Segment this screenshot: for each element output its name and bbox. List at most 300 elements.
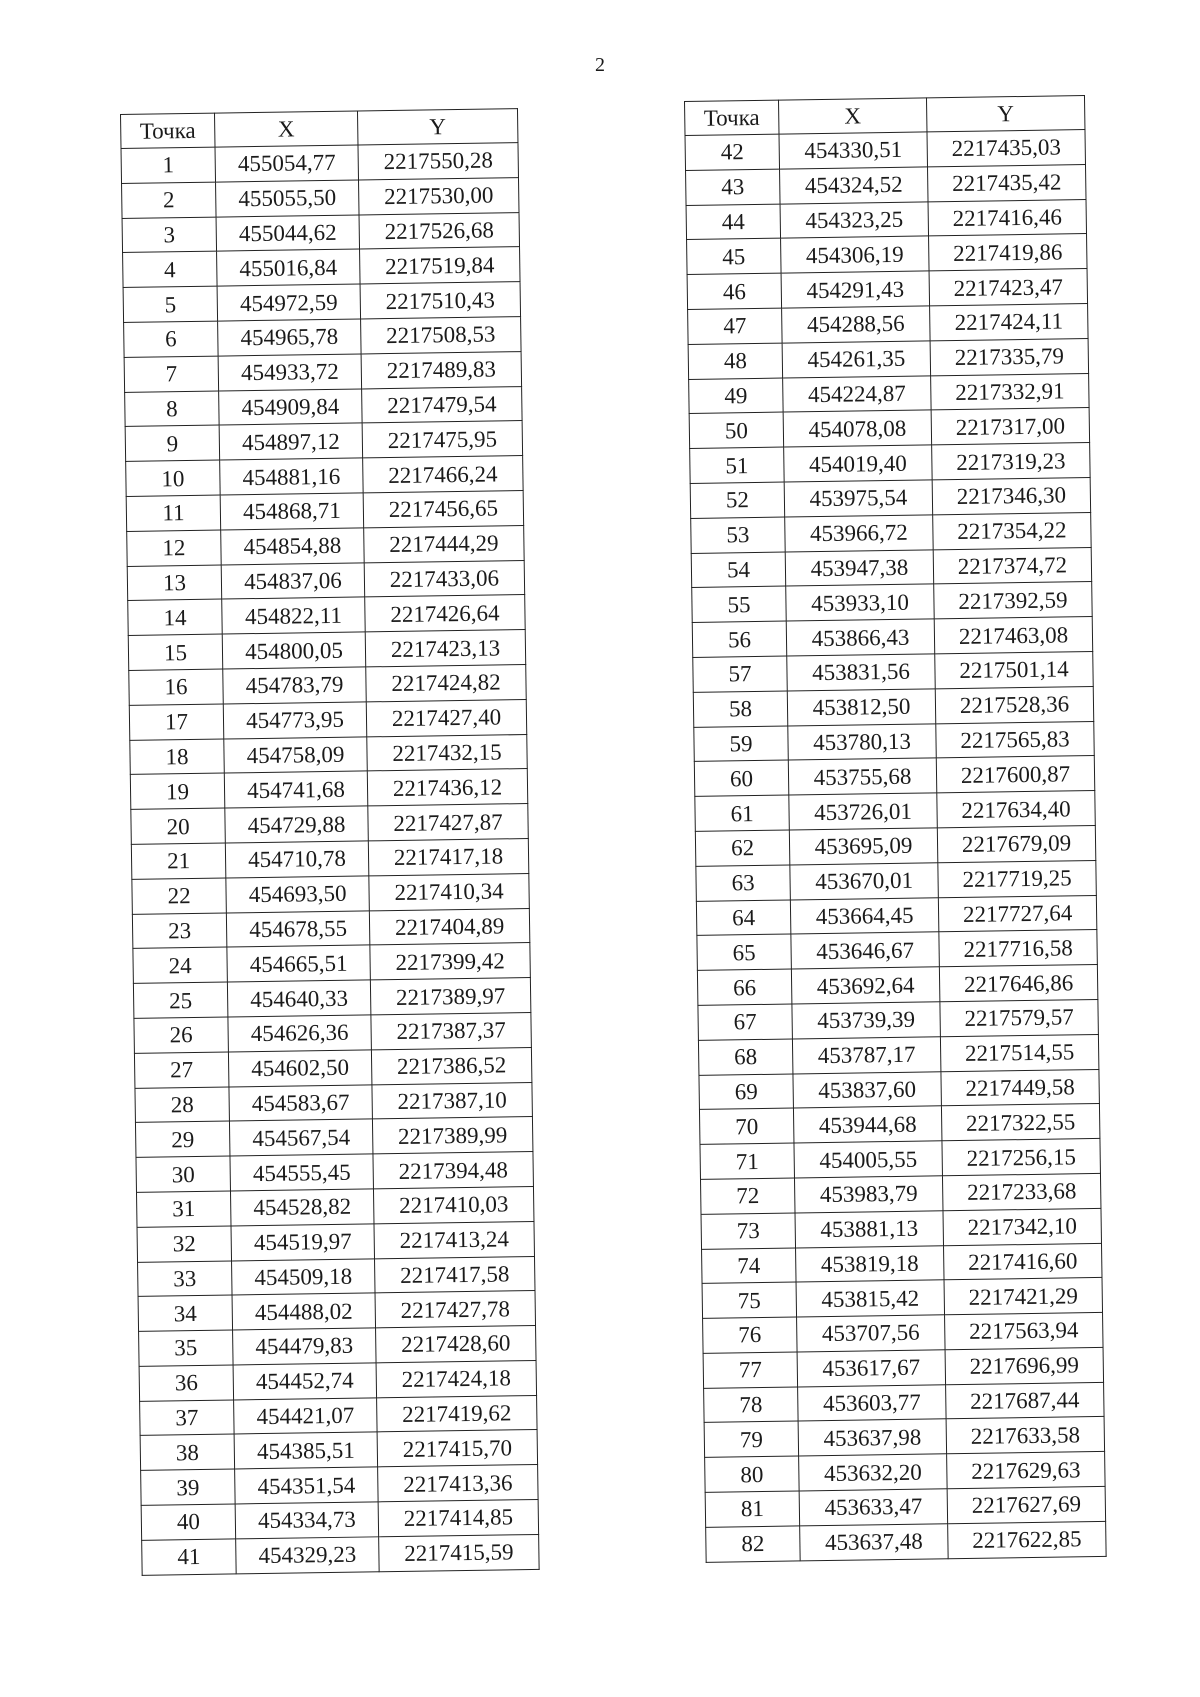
y-coordinate-cell: 2217417,58 (375, 1256, 535, 1293)
point-number-cell: 17 (129, 704, 224, 740)
table-row (687, 269, 1087, 310)
x-coordinate-cell: 454351,54 (235, 1467, 379, 1504)
point-number-cell: 35 (139, 1330, 234, 1366)
y-coordinate-cell: 2217489,83 (361, 351, 521, 388)
table-row (692, 617, 1092, 658)
y-coordinate-cell: 2217389,99 (372, 1117, 532, 1154)
x-coordinate-cell: 454881,16 (220, 458, 364, 495)
table-row (126, 491, 523, 532)
table-row (133, 978, 530, 1019)
x-coordinate-cell: 453966,72 (785, 515, 933, 552)
x-coordinate-cell: 454909,84 (219, 389, 363, 426)
point-number-cell: 82 (706, 1526, 801, 1562)
table-row (129, 664, 526, 705)
y-coordinate-cell: 2217410,03 (373, 1186, 533, 1223)
x-coordinate-cell: 453617,67 (797, 1350, 945, 1387)
point-number-cell: 23 (132, 913, 227, 949)
table-row (140, 1395, 537, 1436)
x-coordinate-cell: 454288,56 (782, 306, 930, 343)
y-coordinate-cell: 2217727,64 (938, 895, 1096, 932)
y-coordinate-cell: 2217427,87 (368, 804, 528, 841)
point-number-cell: 20 (131, 808, 226, 844)
table-row (125, 386, 522, 427)
y-coordinate-cell: 2217427,78 (375, 1291, 535, 1328)
y-coordinate-cell: 2217317,00 (931, 408, 1089, 445)
table-row (127, 560, 524, 601)
x-coordinate-cell: 454822,11 (222, 597, 366, 634)
x-coordinate-cell: 453815,42 (796, 1280, 944, 1317)
table-row (128, 595, 525, 636)
table-row (696, 895, 1096, 936)
table-row (706, 1521, 1106, 1562)
x-coordinate-cell: 454324,52 (780, 167, 928, 204)
y-coordinate-cell: 2217416,60 (944, 1243, 1102, 1280)
table-row (132, 908, 529, 949)
x-coordinate-cell: 454224,87 (783, 375, 931, 412)
x-coordinate-cell: 453881,13 (795, 1210, 943, 1247)
point-number-cell: 7 (124, 356, 219, 392)
point-number-cell: 44 (686, 204, 781, 240)
y-coordinate-cell: 2217354,22 (933, 512, 1091, 549)
point-number-cell: 34 (138, 1295, 233, 1331)
table-row (685, 130, 1085, 171)
point-number-cell: 79 (704, 1421, 799, 1457)
y-coordinate-cell: 2217528,36 (935, 686, 1093, 723)
point-number-cell: 10 (126, 460, 221, 496)
y-coordinate-cell: 2217475,95 (362, 421, 522, 458)
x-coordinate-cell: 454323,25 (780, 201, 928, 238)
table-row (702, 1243, 1102, 1284)
x-coordinate-cell: 454640,33 (227, 980, 371, 1017)
header-y: Y (926, 96, 1084, 132)
x-coordinate-cell: 453646,67 (791, 932, 939, 969)
table-row (134, 1047, 531, 1088)
x-coordinate-cell: 454933,72 (218, 354, 362, 391)
point-number-cell: 47 (688, 308, 783, 344)
point-number-cell: 72 (700, 1178, 795, 1214)
table-row (694, 756, 1094, 797)
table-row (129, 699, 526, 740)
y-coordinate-cell: 2217374,72 (933, 547, 1091, 584)
y-coordinate-cell: 2217413,24 (374, 1221, 534, 1258)
point-number-cell: 76 (703, 1317, 798, 1353)
table-row (128, 630, 525, 671)
x-coordinate-cell: 453632,20 (799, 1454, 947, 1491)
table-row (130, 769, 527, 810)
y-coordinate-cell: 2217687,44 (946, 1382, 1104, 1419)
point-number-cell: 74 (702, 1247, 797, 1283)
point-number-cell: 19 (130, 773, 225, 809)
y-coordinate-cell: 2217696,99 (945, 1347, 1103, 1384)
y-coordinate-cell: 2217387,10 (372, 1082, 532, 1119)
x-coordinate-cell: 454078,08 (783, 410, 931, 447)
y-coordinate-cell: 2217423,47 (929, 269, 1087, 306)
x-coordinate-cell: 454972,59 (217, 284, 361, 321)
y-coordinate-cell: 2217416,46 (928, 199, 1086, 236)
x-coordinate-cell: 453692,64 (791, 967, 939, 1004)
point-number-cell: 33 (138, 1260, 233, 1296)
y-coordinate-cell: 2217508,53 (361, 317, 521, 354)
table-row (137, 1221, 534, 1262)
y-coordinate-cell: 2217435,03 (927, 130, 1085, 167)
x-coordinate-cell: 453933,10 (786, 584, 934, 621)
x-coordinate-cell: 455044,62 (216, 215, 360, 252)
x-coordinate-cell: 454783,79 (223, 667, 367, 704)
table-row (700, 1139, 1100, 1180)
y-coordinate-cell: 2217530,00 (359, 177, 519, 214)
point-number-cell: 52 (690, 482, 785, 518)
table-row (134, 1012, 531, 1053)
table-row (132, 873, 529, 914)
point-number-cell: 60 (694, 760, 789, 796)
x-coordinate-cell: 454528,82 (230, 1189, 374, 1226)
x-coordinate-cell: 453983,79 (794, 1176, 942, 1213)
x-coordinate-cell: 454519,97 (231, 1224, 375, 1261)
point-number-cell: 64 (696, 900, 791, 936)
table-row (140, 1430, 537, 1471)
x-coordinate-cell: 454837,06 (221, 562, 365, 599)
x-coordinate-cell: 453707,56 (797, 1315, 945, 1352)
x-coordinate-cell: 454868,71 (220, 493, 364, 530)
x-coordinate-cell: 453726,01 (789, 793, 937, 830)
x-coordinate-cell: 453695,09 (789, 828, 937, 865)
y-coordinate-cell: 2217526,68 (359, 212, 519, 249)
x-coordinate-cell: 454758,09 (224, 736, 368, 773)
y-coordinate-cell: 2217433,06 (364, 560, 524, 597)
table-row (138, 1256, 535, 1297)
y-coordinate-cell: 2217634,40 (937, 791, 1095, 828)
y-coordinate-cell: 2217394,48 (373, 1152, 533, 1189)
y-coordinate-cell: 2217600,87 (936, 756, 1094, 793)
table-row (135, 1082, 532, 1123)
x-coordinate-cell: 454330,51 (779, 132, 927, 169)
x-coordinate-cell: 454329,23 (236, 1537, 380, 1574)
x-coordinate-cell: 454306,19 (781, 236, 929, 273)
x-coordinate-cell: 454602,50 (228, 1050, 372, 1087)
point-number-cell: 9 (125, 425, 220, 461)
x-coordinate-cell: 453637,48 (800, 1524, 948, 1561)
header-point: Точка (685, 100, 779, 135)
x-coordinate-cell: 453866,43 (786, 619, 934, 656)
y-coordinate-cell: 2217479,54 (362, 386, 522, 423)
table-row (704, 1382, 1104, 1423)
y-coordinate-cell: 2217424,18 (376, 1360, 536, 1397)
point-number-cell: 67 (698, 1004, 793, 1040)
table-row (705, 1452, 1105, 1493)
y-coordinate-cell: 2217410,34 (369, 873, 529, 910)
table-row (141, 1500, 538, 1541)
table-row (697, 930, 1097, 971)
x-coordinate-cell: 453944,68 (793, 1106, 941, 1143)
x-coordinate-cell: 454710,78 (225, 841, 369, 878)
point-number-cell: 29 (135, 1121, 230, 1157)
point-number-cell: 75 (702, 1282, 797, 1318)
table-row (139, 1360, 536, 1401)
table-row (690, 477, 1090, 518)
header-y: Y (357, 109, 517, 145)
point-number-cell: 8 (125, 391, 220, 427)
y-coordinate-cell: 2217579,57 (940, 999, 1098, 1036)
x-coordinate-cell: 454291,43 (781, 271, 929, 308)
y-coordinate-cell: 2217389,97 (370, 978, 530, 1015)
header-point: Точка (121, 113, 215, 148)
y-coordinate-cell: 2217456,65 (363, 491, 523, 528)
x-coordinate-cell: 453780,13 (788, 723, 936, 760)
point-number-cell: 26 (134, 1017, 229, 1053)
point-number-cell: 32 (137, 1226, 232, 1262)
table-row (705, 1486, 1105, 1527)
y-coordinate-cell: 2217335,79 (930, 338, 1088, 375)
x-coordinate-cell: 453812,50 (787, 689, 935, 726)
x-coordinate-cell: 454729,88 (225, 806, 369, 843)
y-coordinate-cell: 2217423,13 (365, 630, 525, 667)
x-coordinate-cell: 454261,35 (782, 341, 930, 378)
table-row (127, 525, 524, 566)
x-coordinate-cell: 454741,68 (224, 771, 368, 808)
table-row (124, 351, 521, 392)
table-row (122, 177, 519, 218)
y-coordinate-cell: 2217392,59 (934, 582, 1092, 619)
table-row (699, 1069, 1099, 1110)
point-number-cell: 15 (128, 634, 223, 670)
table-row (123, 247, 520, 288)
coordinates-table-left (120, 108, 540, 1575)
point-number-cell: 58 (693, 691, 788, 727)
y-coordinate-cell: 2217426,64 (365, 595, 525, 632)
y-coordinate-cell: 2217463,08 (934, 617, 1092, 654)
table-row (135, 1117, 532, 1158)
y-coordinate-cell: 2217510,43 (360, 282, 520, 319)
y-coordinate-cell: 2217256,15 (942, 1139, 1100, 1176)
y-coordinate-cell: 2217421,29 (944, 1278, 1102, 1315)
point-number-cell: 55 (692, 586, 787, 622)
table-row (689, 408, 1089, 449)
x-coordinate-cell: 453831,56 (787, 654, 935, 691)
x-coordinate-cell: 453670,01 (790, 863, 938, 900)
x-coordinate-cell: 454583,67 (229, 1084, 373, 1121)
y-coordinate-cell: 2217417,18 (368, 838, 528, 875)
x-coordinate-cell: 454452,74 (233, 1363, 377, 1400)
point-number-cell: 22 (132, 878, 227, 914)
table-row (687, 234, 1087, 275)
coordinates-table-right (684, 95, 1107, 1562)
table-row (701, 1208, 1101, 1249)
point-number-cell: 41 (142, 1539, 237, 1575)
x-coordinate-cell: 454334,73 (235, 1502, 379, 1539)
y-coordinate-cell: 2217435,42 (928, 164, 1086, 201)
table-row (693, 686, 1093, 727)
table-row (698, 1034, 1098, 1075)
table-row (126, 456, 523, 497)
table-row (691, 512, 1091, 553)
point-number-cell: 46 (687, 273, 782, 309)
point-number-cell: 27 (134, 1052, 229, 1088)
y-coordinate-cell: 2217414,85 (378, 1500, 538, 1537)
y-coordinate-cell: 2217428,60 (376, 1326, 536, 1363)
point-number-cell: 66 (697, 969, 792, 1005)
table-row (692, 582, 1092, 623)
table-row (136, 1152, 533, 1193)
table-row (695, 791, 1095, 832)
table-row (695, 825, 1095, 866)
table-row (125, 421, 522, 462)
table-row (138, 1291, 535, 1332)
header-x: X (778, 98, 926, 134)
point-number-cell: 65 (697, 934, 792, 970)
table-row (700, 1173, 1100, 1214)
point-number-cell: 53 (691, 517, 786, 553)
x-coordinate-cell: 454678,55 (226, 910, 370, 947)
table-row (122, 212, 519, 253)
y-coordinate-cell: 2217415,59 (379, 1534, 539, 1571)
point-number-cell: 51 (690, 447, 785, 483)
table-row (142, 1534, 539, 1575)
point-number-cell: 59 (694, 726, 789, 762)
x-coordinate-cell: 454965,78 (218, 319, 362, 356)
x-coordinate-cell: 454773,95 (223, 702, 367, 739)
point-number-cell: 71 (700, 1143, 795, 1179)
y-coordinate-cell: 2217563,94 (945, 1313, 1103, 1350)
x-coordinate-cell: 455054,77 (215, 145, 359, 182)
y-coordinate-cell: 2217646,86 (939, 965, 1097, 1002)
y-coordinate-cell: 2217424,11 (930, 304, 1088, 341)
y-coordinate-cell: 2217399,42 (370, 943, 530, 980)
x-coordinate-cell: 453637,98 (798, 1419, 946, 1456)
point-number-cell: 77 (703, 1352, 798, 1388)
y-coordinate-cell: 2217679,09 (937, 825, 1095, 862)
x-coordinate-cell: 455016,84 (217, 249, 361, 286)
y-coordinate-cell: 2217404,89 (369, 908, 529, 945)
y-coordinate-cell: 2217319,23 (932, 443, 1090, 480)
x-coordinate-cell: 453975,54 (784, 480, 932, 517)
point-number-cell: 43 (686, 169, 781, 205)
point-number-cell: 1 (121, 147, 216, 183)
table-row (703, 1347, 1103, 1388)
table-row (121, 143, 518, 184)
x-coordinate-cell: 454421,07 (234, 1398, 378, 1435)
y-coordinate-cell: 2217419,86 (929, 234, 1087, 271)
point-number-cell: 54 (691, 552, 786, 588)
point-number-cell: 49 (689, 378, 784, 414)
point-number-cell: 39 (141, 1469, 236, 1505)
point-number-cell: 38 (140, 1434, 235, 1470)
y-coordinate-cell: 2217387,37 (371, 1012, 531, 1049)
y-coordinate-cell: 2217322,55 (941, 1104, 1099, 1141)
x-coordinate-cell: 455055,50 (216, 180, 360, 217)
point-number-cell: 63 (696, 865, 791, 901)
table-row (697, 965, 1097, 1006)
point-number-cell: 48 (688, 343, 783, 379)
y-coordinate-cell: 2217719,25 (938, 860, 1096, 897)
y-coordinate-cell: 2217449,58 (941, 1069, 1099, 1106)
table-row (689, 373, 1089, 414)
y-coordinate-cell: 2217436,12 (367, 769, 527, 806)
point-number-cell: 62 (695, 830, 790, 866)
point-number-cell: 78 (704, 1387, 799, 1423)
point-number-cell: 50 (689, 412, 784, 448)
table-row (694, 721, 1094, 762)
x-coordinate-cell: 453739,39 (792, 1002, 940, 1039)
x-coordinate-cell: 453837,60 (793, 1071, 941, 1108)
y-coordinate-cell: 2217427,40 (366, 699, 526, 736)
x-coordinate-cell: 454626,36 (228, 1015, 372, 1052)
point-number-cell: 31 (136, 1191, 231, 1227)
y-coordinate-cell: 2217716,58 (939, 930, 1097, 967)
y-coordinate-cell: 2217501,14 (935, 651, 1093, 688)
table-row (703, 1313, 1103, 1354)
point-number-cell: 30 (136, 1156, 231, 1192)
point-number-cell: 3 (122, 217, 217, 253)
x-coordinate-cell: 454509,18 (232, 1258, 376, 1295)
point-number-cell: 11 (126, 495, 221, 531)
y-coordinate-cell: 2217629,63 (947, 1452, 1105, 1489)
y-coordinate-cell: 2217424,82 (366, 664, 526, 701)
header-x: X (214, 111, 357, 147)
x-coordinate-cell: 454800,05 (222, 632, 366, 669)
point-number-cell: 68 (698, 1039, 793, 1075)
table-row (136, 1186, 533, 1227)
point-number-cell: 36 (139, 1365, 234, 1401)
y-coordinate-cell: 2217550,28 (358, 143, 518, 180)
point-number-cell: 2 (122, 182, 217, 218)
point-number-cell: 24 (133, 947, 228, 983)
point-number-cell: 61 (695, 795, 790, 831)
x-coordinate-cell: 454005,55 (794, 1141, 942, 1178)
table-row (141, 1465, 538, 1506)
table-row (133, 943, 530, 984)
y-coordinate-cell: 2217622,85 (948, 1521, 1106, 1558)
table-row (690, 443, 1090, 484)
table-row (130, 734, 527, 775)
x-coordinate-cell: 453819,18 (796, 1245, 944, 1282)
x-coordinate-cell: 454897,12 (219, 423, 363, 460)
point-number-cell: 56 (692, 621, 787, 657)
y-coordinate-cell: 2217342,10 (943, 1208, 1101, 1245)
x-coordinate-cell: 454665,51 (227, 945, 371, 982)
y-coordinate-cell: 2217432,15 (367, 734, 527, 771)
table-row (704, 1417, 1104, 1458)
point-number-cell: 16 (129, 669, 224, 705)
y-coordinate-cell: 2217514,55 (940, 1034, 1098, 1071)
x-coordinate-cell: 453664,45 (790, 897, 938, 934)
table-row (696, 860, 1096, 901)
x-coordinate-cell: 454693,50 (226, 876, 370, 913)
y-coordinate-cell: 2217444,29 (364, 525, 524, 562)
table-row (691, 547, 1091, 588)
x-coordinate-cell: 454479,83 (233, 1328, 377, 1365)
point-number-cell: 5 (123, 286, 218, 322)
point-number-cell: 18 (130, 739, 225, 775)
table-row (123, 282, 520, 323)
table-row (131, 838, 528, 879)
point-number-cell: 25 (133, 982, 228, 1018)
point-number-cell: 81 (705, 1491, 800, 1527)
point-number-cell: 80 (705, 1456, 800, 1492)
point-number-cell: 21 (131, 843, 226, 879)
y-coordinate-cell: 2217627,69 (947, 1486, 1105, 1523)
table-row (139, 1326, 536, 1367)
x-coordinate-cell: 453755,68 (788, 758, 936, 795)
table-row (698, 999, 1098, 1040)
table-row (688, 338, 1088, 379)
table-row (686, 199, 1086, 240)
x-coordinate-cell: 454488,02 (232, 1293, 376, 1330)
y-coordinate-cell: 2217233,68 (942, 1173, 1100, 1210)
point-number-cell: 70 (699, 1108, 794, 1144)
x-coordinate-cell: 453603,77 (798, 1384, 946, 1421)
y-coordinate-cell: 2217413,36 (378, 1465, 538, 1502)
y-coordinate-cell: 2217466,24 (363, 456, 523, 493)
